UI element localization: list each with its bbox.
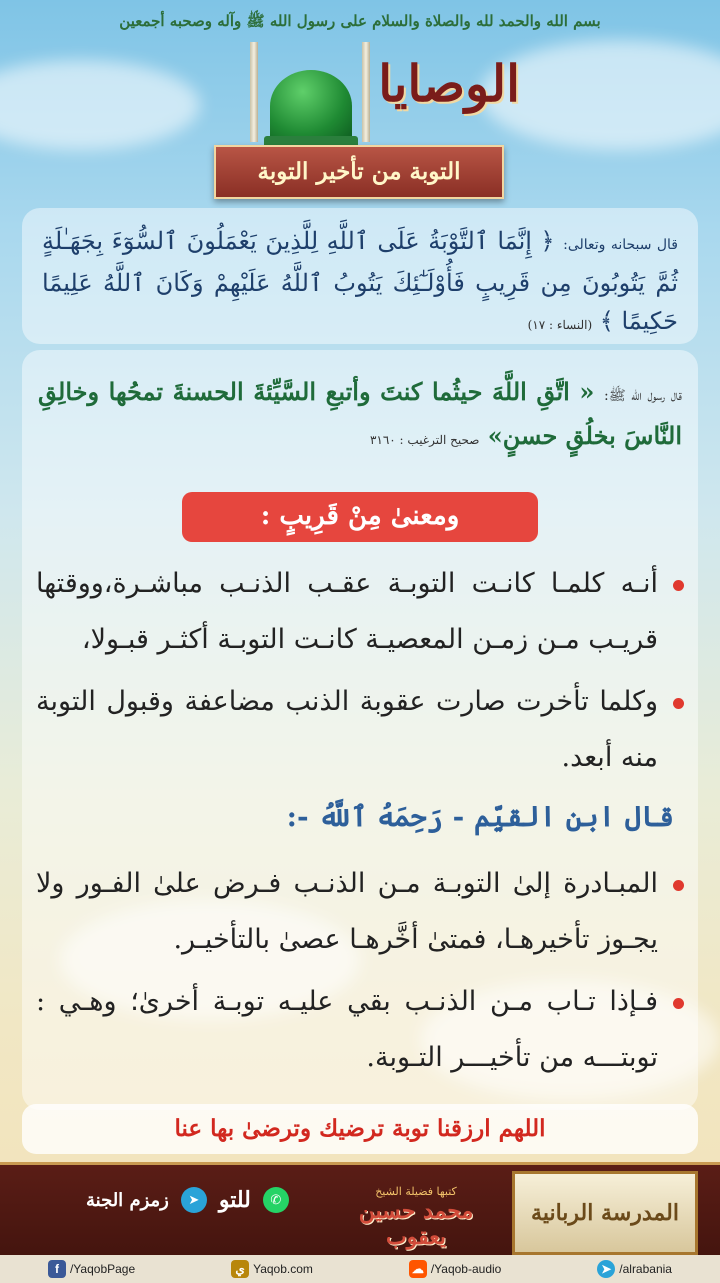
verse-text: ﴿ إِنَّمَا ٱلتَّوْبَةُ عَلَى ٱللَّهِ لِلَّذِينَ يَعْمَلُونَ ٱلسُّوٓءَ بِجَهَـٰلَةٍ ثُمَّ يَتُوبُونَ مِن قَرِيبٍ فَأُوْلَـٰٓئِكَ يَتُوبُ ٱللَّهُ عَلَيْهِمْ وَكَانَ ٱللَّهُ عَلِيمًا حَكِيمًا ﴾ — [42, 227, 678, 335]
hadith-block — [38, 372, 682, 460]
list-item — [36, 974, 684, 1086]
verse-block — [42, 222, 678, 344]
link-label: /Yaqob-audio — [430, 1262, 502, 1276]
verse-panel — [22, 208, 698, 344]
basmala-line: بسم الله والحمد لله والصلاة والسلام على رسول الله ﷺ وآله وصحبه أجمعين — [119, 12, 601, 30]
link-site[interactable] — [231, 1260, 313, 1278]
bullet-list — [36, 556, 684, 1092]
author-credit — [326, 1185, 506, 1250]
brand-zamzam[interactable]: زمزم الجنة — [86, 1189, 169, 1211]
subtitle-banner: التوبة من تأخير التوبة — [214, 145, 504, 199]
list-item — [36, 856, 684, 968]
bullet-dot-icon — [673, 698, 684, 709]
hadith-text: « اتَّقِ اللَّهَ حيثُما كنتَ وأتبعِ السَّيِّئةَ الحسنةَ تمحُها وخالِقِ النَّاسَ بخلُقٍ حسنٍ» — [38, 377, 682, 450]
body-panel — [22, 350, 698, 1110]
social-row — [86, 1187, 289, 1213]
author-caption: كتبها فضيلة الشيخ — [375, 1185, 457, 1198]
link-label: /alrabania — [619, 1262, 672, 1276]
bullet-dot-icon — [673, 880, 684, 891]
bullet-text: فـإذا تـاب مـن الذنـب بقي عليـه توبـة أخرىٰ؛ وهـي : توبتـــه من تأخيـــر التـوبة. — [36, 986, 658, 1073]
link-label: Yaqob.com — [253, 1262, 313, 1276]
bullet-dot-icon — [673, 998, 684, 1009]
hadith-intro: قال رسول الله ﷺ: — [603, 388, 682, 404]
whatsapp-icon[interactable]: ✆ — [263, 1187, 289, 1213]
brand-lilttaw[interactable]: للتو — [218, 1187, 251, 1213]
soundcloud-icon: ☁ — [409, 1260, 427, 1278]
ibn-qayyim-label: قال ابن القيِّم - رَحِمَهُ ٱللَّهُ -: — [286, 800, 674, 833]
list-item — [36, 674, 684, 786]
link-label: /YaqobPage — [69, 1262, 136, 1276]
bullet-dot-icon — [673, 580, 684, 591]
link-facebook[interactable] — [48, 1260, 135, 1278]
telegram-icon: ➤ — [597, 1260, 615, 1278]
author-name: محمد حسين يعقوب — [358, 1198, 474, 1250]
link-telegram[interactable] — [597, 1260, 672, 1278]
page-title: الوصايا — [378, 54, 520, 113]
link-soundcloud[interactable] — [409, 1260, 502, 1278]
verse-reference: (النساء : ١٧) — [527, 318, 593, 332]
school-logo[interactable]: المدرسة الربانية — [512, 1171, 698, 1255]
dua-banner: اللهم ارزقنا توبة ترضيك وترضىٰ بها عنا — [22, 1104, 698, 1154]
bullet-text: المبـادرة إلىٰ التوبـة مـن الذنـب فـرض علىٰ الفـور ولا يجـوز تأخيرهـا، فمتىٰ أخَّرهـا عصىٰ بالتأخيـر. — [36, 868, 658, 955]
verse-intro: قال سبحانه وتعالى: — [563, 237, 678, 253]
footer — [0, 1162, 720, 1283]
meaning-label: ومعنىٰ مِنْ قَرِيبٍ : — [182, 492, 538, 542]
list-item — [36, 556, 684, 668]
bullet-text: وكلما تأخرت صارت عقوبة الذنب مضاعفة وقبول التوبة منه أبعد. — [36, 686, 658, 773]
facebook-icon: f — [48, 1260, 66, 1278]
footer-links — [0, 1255, 720, 1283]
green-dome-icon — [250, 32, 370, 142]
telegram-icon[interactable]: ➤ — [181, 1187, 207, 1213]
hadith-reference: صحيح الترغيب : ٣١٦٠ — [369, 433, 480, 447]
bullet-text: أنـه كلمـا كانـت التوبـة عقـب الذنـب مباشـرة،ووقتها قريـب مـن زمـن المعصيـة كانـت التوبـة أكثـر قبـولا، — [36, 568, 658, 655]
site-icon: ي — [231, 1260, 249, 1278]
cloud-decoration — [0, 60, 200, 150]
